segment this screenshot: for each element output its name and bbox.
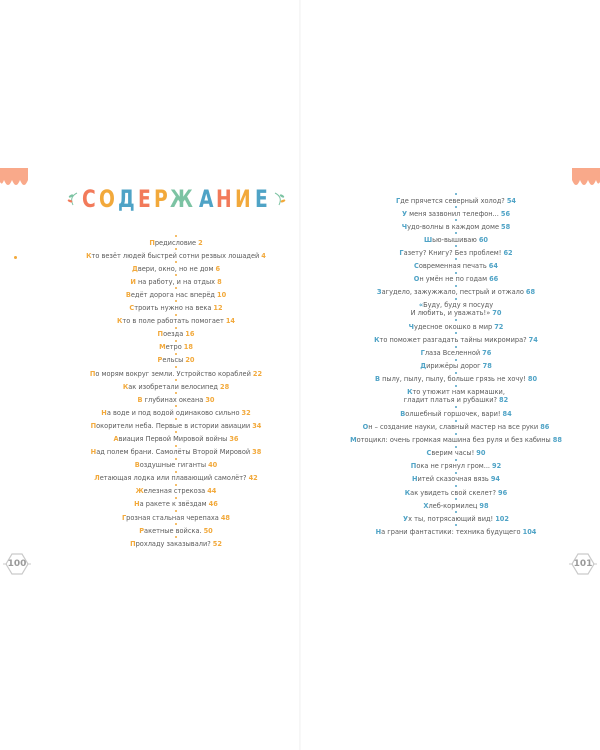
toc-entry-initial: Х (423, 501, 429, 510)
toc-entry[interactable] (56, 509, 296, 522)
right-leaf-ornament-icon (273, 191, 287, 207)
bullet-dot-icon (455, 285, 457, 287)
bullet-dot-icon (175, 287, 177, 289)
toc-entry-title: ад полем брани. Самолёты Второй Мировой (96, 448, 251, 457)
toc-entry-initial: Н (90, 448, 97, 457)
toc-entry-page: 14 (225, 317, 236, 326)
bullet-dot-icon (455, 272, 457, 274)
toc-entry[interactable] (56, 339, 296, 352)
toc-entry-initial: Г (121, 513, 127, 522)
toc-entry-title: Нитей сказочная вязь 94 (411, 475, 501, 484)
toc-entry[interactable] (336, 523, 576, 536)
bullet-dot-icon (175, 274, 177, 276)
bullet-dot-icon (175, 261, 177, 263)
toc-entry-initial: В (125, 290, 131, 299)
toc-entry-page: 54 (506, 196, 516, 205)
toc-entry-page: 10 (217, 290, 227, 299)
page-number-left (2, 551, 32, 577)
title-letter: И (235, 185, 253, 213)
toc-entry-title: вери, окно, но не дом (137, 264, 214, 273)
toc-entry[interactable] (336, 419, 576, 432)
toc-entry-title: виация Первой Мировой войны (118, 435, 228, 443)
toc-entry-title: акетные войска. (144, 526, 202, 535)
toc-entry-initial: Р (139, 526, 145, 535)
toc-entry-page: 86 (540, 423, 550, 432)
bullet-dot-icon (455, 258, 457, 260)
bullet-dot-icon (455, 332, 457, 334)
toc-entry-title: Глаза Вселенной 76 (420, 349, 492, 358)
bullet-dot-icon (175, 418, 177, 420)
toc-entry-title: Мотоцикл: очень громкая машина без руля и без кабины 88 (350, 436, 562, 445)
toc-entry-page: 12 (213, 304, 223, 313)
toc-entry-page: 88 (552, 436, 562, 445)
toc-entry-title: оздушные гиганты (139, 461, 207, 470)
toc-entry-initial: Ч (408, 322, 414, 331)
bullet-dot-icon (455, 232, 457, 234)
toc-entry-initial: К (404, 488, 411, 497)
toc-entry-title: оезда (163, 330, 184, 339)
toc-entry-initial: А (113, 435, 119, 443)
toc-entry-title: а ракете к звёздам (139, 500, 207, 509)
toc-entry-page: 28 (219, 382, 230, 391)
bullet-dot-icon (455, 385, 457, 387)
toc-entry-page: 74 (528, 336, 538, 345)
toc-entry[interactable] (336, 244, 576, 257)
toc-entry[interactable] (336, 384, 576, 406)
toc-entry-title: елезная стрекоза (143, 487, 206, 496)
toc-entry-initial: Ч (401, 222, 408, 231)
toc-entry[interactable] (56, 313, 296, 326)
toc-entry-page: 2 (198, 238, 203, 247)
bullet-dot-icon (175, 366, 177, 368)
toc-entry-page: 78 (482, 362, 492, 371)
toc-entry-page: 102 (495, 514, 509, 523)
toc-entry-page: 58 (501, 222, 511, 231)
toc-entry[interactable] (336, 318, 576, 331)
toc-entry-title: Ух ты, потрясающий вид! 102 (403, 514, 509, 523)
toc-entry-page: 72 (494, 322, 504, 331)
bullet-dot-icon (175, 300, 177, 302)
toc-entry-title: едёт дорога нас вперёд (130, 290, 215, 299)
toc-entry-initial: В (400, 410, 406, 418)
toc-entry[interactable] (56, 404, 296, 417)
toc-entry[interactable] (56, 247, 296, 260)
toc-entry-title: Он – создание науки, славный мастер на все руки 86 (362, 423, 550, 432)
toc-entry[interactable] (56, 535, 296, 548)
toc-entry[interactable] (56, 234, 296, 247)
toc-entry[interactable] (336, 432, 576, 445)
toc-entry-initial: Н (101, 408, 107, 417)
toc-entry-page: 52 (212, 539, 222, 548)
toc-entry-page: 68 (525, 288, 536, 297)
toc-entry-initial: Д (131, 264, 138, 273)
toc-entry-initial: Л (94, 474, 100, 483)
toc-entry-title: розная стальная черепаха (126, 513, 219, 522)
toc-entry[interactable] (56, 391, 296, 404)
toc-entry-page: 6 (215, 264, 221, 273)
toc-entry-initial: К (407, 388, 413, 397)
toc-entry-initial: Н (411, 475, 418, 484)
bullet-dot-icon (455, 206, 457, 208)
toc-entry-title: Он умён не по годам 66 (413, 275, 499, 284)
toc-entry[interactable] (336, 257, 576, 270)
toc-entry[interactable] (56, 457, 296, 470)
toc-entry-initial: И (130, 277, 136, 286)
toc-entry-page: 62 (503, 248, 513, 257)
toc-entry-initial: У (403, 514, 409, 523)
bullet-dot-icon (175, 497, 177, 499)
toc-entry-title: рохладу заказывали? (135, 539, 211, 548)
toc-entry-initial: М (350, 436, 357, 445)
toc-entry-initial: К (122, 382, 129, 391)
toc-entry-initial: О (362, 423, 369, 432)
toc-entry[interactable] (56, 365, 296, 378)
bullet-dot-icon (455, 372, 457, 374)
toc-entry-title: Дирижёры дорог 78 (420, 362, 492, 371)
toc-entry-page: 66 (489, 275, 499, 284)
toc-entry-title: окорители неба. Первые в истории авиации (96, 421, 251, 430)
bullet-dot-icon (175, 314, 177, 316)
toc-entry-title: Чудо-волны в каждом доме 58 (401, 222, 511, 231)
toc-entry-page: 56 (500, 209, 511, 218)
toc-entry[interactable] (336, 471, 576, 484)
bullet-dot-icon (455, 472, 457, 474)
toc-entry[interactable] (336, 358, 576, 371)
bullet-dot-icon (175, 379, 177, 381)
toc-entry-initial: Р (157, 356, 163, 365)
toc-entry-initial: Ж (135, 487, 144, 496)
toc-right-column (336, 192, 576, 536)
title-letter: О (98, 185, 117, 213)
toc-entry-title: Пока не грянул гром... 92 (410, 462, 502, 471)
toc-entry-page: 34 (252, 421, 262, 430)
toc-entry[interactable] (336, 331, 576, 344)
toc-entry[interactable] (56, 286, 296, 299)
bullet-dot-icon (455, 524, 457, 526)
toc-entry-page: 70 (492, 309, 502, 318)
toc-entry[interactable] (56, 260, 296, 273)
toc-entry[interactable] (336, 345, 576, 358)
toc-entry-initial: Ш (423, 235, 433, 244)
title-letter: Е (138, 185, 153, 213)
toc-entry-page: 50 (203, 526, 213, 535)
bullet-dot-icon (455, 433, 457, 435)
title-letter: А (198, 185, 215, 213)
toc-entry[interactable] (56, 273, 296, 286)
toc-entry-title: ельсы (162, 356, 184, 365)
toc-entry-title: гладит платья и рубашки? 82 (403, 396, 509, 405)
bullet-dot-icon (175, 536, 177, 538)
toc-entry-title: Кто утюжит нам кармашки, (407, 388, 505, 397)
toc-entry-initial: П (410, 462, 417, 471)
toc-entry-title: Загудело, зажужжало, пестрый и отжало 68 (376, 288, 536, 297)
toc-entry-page: 84 (502, 410, 512, 418)
bullet-dot-icon (455, 219, 457, 221)
bullet-dot-icon (455, 406, 457, 408)
toc-entry-title: Чудесное окошко в мир 72 (408, 322, 504, 331)
bullet-dot-icon (455, 319, 457, 321)
bullet-dot-icon (175, 353, 177, 355)
bullet-dot-icon (455, 511, 457, 513)
bullet-dot-icon (175, 458, 177, 460)
toc-entry-initial: Г (399, 248, 404, 257)
toc-entry[interactable] (56, 417, 296, 430)
margin-dot (14, 256, 17, 259)
toc-entry-page: 60 (478, 235, 489, 244)
toc-entry-initial: Г (396, 196, 401, 205)
toc-entry-initial: « (418, 301, 424, 310)
toc-entry-title: У меня зазвонил телефон... 56 (401, 209, 511, 218)
toc-entry-page: 8 (217, 277, 222, 286)
toc-entry-title: то везёт людей быстрей сотни резвых лошадей (91, 251, 260, 260)
toc-entry-page: 82 (499, 396, 509, 405)
toc-entry-page: 18 (183, 343, 193, 352)
toc-entry-page: 4 (261, 251, 266, 260)
toc-entry-page: 44 (207, 487, 217, 496)
bullet-dot-icon (455, 420, 457, 422)
toc-entry-initial: М (159, 343, 166, 352)
page-number-right-text: 101 (573, 559, 593, 569)
toc-entry-title: Как увидеть свой скелет? 96 (404, 488, 508, 497)
toc-entry[interactable] (56, 470, 296, 483)
toc-entry-page: 80 (527, 375, 538, 384)
bullet-dot-icon (175, 405, 177, 407)
bullet-dot-icon (455, 498, 457, 500)
bullet-dot-icon (455, 193, 457, 195)
toc-entry-page: 16 (185, 330, 195, 339)
bullet-dot-icon (175, 340, 177, 342)
toc-entry-page: 104 (522, 527, 537, 536)
toc-entry-initial: Н (375, 527, 382, 536)
toc-entry-title: етро (165, 343, 182, 352)
title-letter: Р (153, 185, 170, 213)
toc-entry-initial: П (149, 238, 155, 247)
toc-entry-title: Современная печать 64 (414, 262, 498, 271)
toc-entry[interactable] (336, 284, 576, 297)
toc-entry-initial: К (116, 317, 123, 326)
toc-entry[interactable] (56, 326, 296, 339)
title-letter: С (82, 185, 98, 213)
bullet-dot-icon (175, 445, 177, 447)
title-letter: Ж (170, 185, 195, 213)
toc-entry-initial: П (89, 369, 96, 378)
toc-entry-initial: Г (420, 349, 425, 358)
toc-entry[interactable] (56, 299, 296, 312)
bullet-dot-icon (175, 510, 177, 512)
toc-entry[interactable] (56, 483, 296, 496)
toc-entry[interactable] (56, 522, 296, 535)
toc-entry-page: 42 (248, 474, 258, 483)
toc-entry-title: о морям вокруг земли. Устройство кораблей (95, 369, 251, 378)
toc-entry-page: 22 (252, 369, 263, 378)
toc-entry[interactable] (336, 371, 576, 384)
title-letter: Е (254, 185, 269, 213)
toc-entry-title: на работу, и на отдых (135, 277, 216, 286)
toc-entry-page: 48 (220, 513, 231, 522)
toc-entry-title: етающая лодка или плавающий самолёт? (99, 474, 247, 483)
toc-entry-initial: П (90, 421, 97, 430)
title-text (82, 185, 270, 213)
toc-entry-page: 32 (241, 408, 251, 417)
title-letter: Н (216, 185, 234, 213)
toc-entry-title: то в поле работать помогает (122, 317, 224, 326)
toc-entry[interactable] (56, 352, 296, 365)
toc-entry-page: 92 (492, 462, 502, 471)
bullet-dot-icon (455, 359, 457, 361)
toc-entry-page: 96 (498, 488, 508, 497)
toc-entry-initial: З (376, 288, 382, 297)
toc-entry-title: На грани фантастики: техника будущего 104 (375, 527, 537, 536)
toc-entry-title: «Буду, буду я посуду (418, 301, 494, 310)
bullet-dot-icon (455, 298, 457, 300)
toc-entry-initial: П (157, 330, 164, 339)
toc-entry-initial: С (414, 262, 419, 271)
toc-entry-title: Где прячется северный холод? 54 (396, 196, 516, 205)
toc-entry-title: Волшебный горшочек, вари! 84 (400, 410, 512, 418)
toc-entry-page: 38 (252, 448, 262, 457)
toc-entry-initial: П (130, 539, 136, 548)
bullet-dot-icon (175, 484, 177, 486)
toc-entry-page: 76 (482, 349, 492, 358)
title-letter: Д (118, 185, 137, 213)
toc-entry-title: а воде и под водой одинаково сильно (106, 408, 240, 417)
toc-entry-initial: К (374, 336, 380, 345)
toc-entry[interactable] (336, 484, 576, 497)
toc-entry[interactable] (336, 497, 576, 510)
toc-left-column (56, 234, 296, 548)
bullet-dot-icon (455, 245, 457, 247)
toc-entry-initial: У (401, 209, 408, 218)
page-gutter (299, 0, 301, 750)
toc-entry-initial: В (374, 375, 380, 384)
toc-entry[interactable] (336, 510, 576, 523)
toc-entry[interactable] (336, 271, 576, 284)
toc-entry-page: 98 (479, 501, 489, 510)
toc-entry[interactable] (336, 458, 576, 471)
bullet-dot-icon (455, 459, 457, 461)
bullet-dot-icon (455, 446, 457, 448)
toc-entry[interactable] (336, 297, 576, 319)
bullet-dot-icon (175, 471, 177, 473)
toc-entry-initial: С (129, 304, 135, 313)
toc-entry-initial: О (413, 275, 420, 284)
toc-entry-title: редисловие (154, 238, 197, 247)
toc-entry-title: Хлеб-кормилец 98 (423, 501, 489, 510)
toc-entry[interactable] (336, 231, 576, 244)
toc-entry-title: Шью-вышиваю 60 (423, 235, 489, 244)
toc-entry[interactable] (56, 496, 296, 509)
toc-entry-title: Кто поможет разгадать тайны микромира? 74 (374, 336, 538, 345)
left-leaf-ornament-icon (67, 191, 79, 207)
toc-entry-initial: В (134, 461, 140, 470)
bullet-dot-icon (455, 485, 457, 487)
toc-entry[interactable] (336, 218, 576, 231)
bullet-dot-icon (175, 248, 177, 250)
toc-entry-title: глубинах океана (142, 395, 204, 404)
toc-entry[interactable] (56, 444, 296, 457)
toc-entry-title: И любить, и уважать!» 70 (410, 309, 502, 318)
toc-entry-page: 94 (490, 475, 501, 484)
toc-entry-title: ак изобретали велосипед (128, 382, 218, 391)
left-corner-ribbon (0, 168, 28, 190)
toc-entry-title: Сверим часы! 90 (426, 449, 486, 458)
bullet-dot-icon (175, 392, 177, 394)
toc-entry-page: 30 (205, 395, 215, 404)
bullet-dot-icon (455, 346, 457, 348)
toc-entry-page: 46 (208, 500, 218, 509)
toc-entry-initial: К (86, 251, 92, 260)
toc-entry-initial: В (137, 395, 143, 404)
page-number-left-text: 100 (7, 559, 27, 569)
toc-entry-title: Газету? Книгу? Без проблем! 62 (399, 248, 513, 257)
toc-entry-page: 36 (229, 435, 239, 443)
toc-entry-page: 64 (488, 262, 498, 271)
bullet-dot-icon (175, 327, 177, 329)
toc-entry-page: 20 (185, 356, 195, 365)
toc-entry[interactable] (56, 430, 296, 443)
bullet-dot-icon (175, 235, 177, 237)
right-corner-ribbon (572, 168, 600, 190)
toc-entry-page: 90 (476, 449, 486, 458)
bullet-dot-icon (175, 431, 177, 433)
bullet-dot-icon (175, 523, 177, 525)
toc-entry[interactable] (56, 378, 296, 391)
toc-entry-title: троить нужно на века (134, 304, 212, 313)
toc-entry[interactable] (336, 445, 576, 458)
toc-entry-page: 40 (208, 461, 218, 470)
toc-entry-initial: Д (420, 362, 427, 371)
toc-entry[interactable] (336, 192, 576, 205)
toc-entry-initial: Н (134, 500, 140, 509)
toc-entry[interactable] (336, 205, 576, 218)
toc-entry-title: В пылу, пылу, пылу, больше грязь не хочу! 80 (374, 375, 538, 384)
toc-entry[interactable] (336, 405, 576, 418)
page-title (67, 185, 287, 213)
toc-entry-initial: С (426, 449, 432, 458)
page-number-right (568, 551, 598, 577)
